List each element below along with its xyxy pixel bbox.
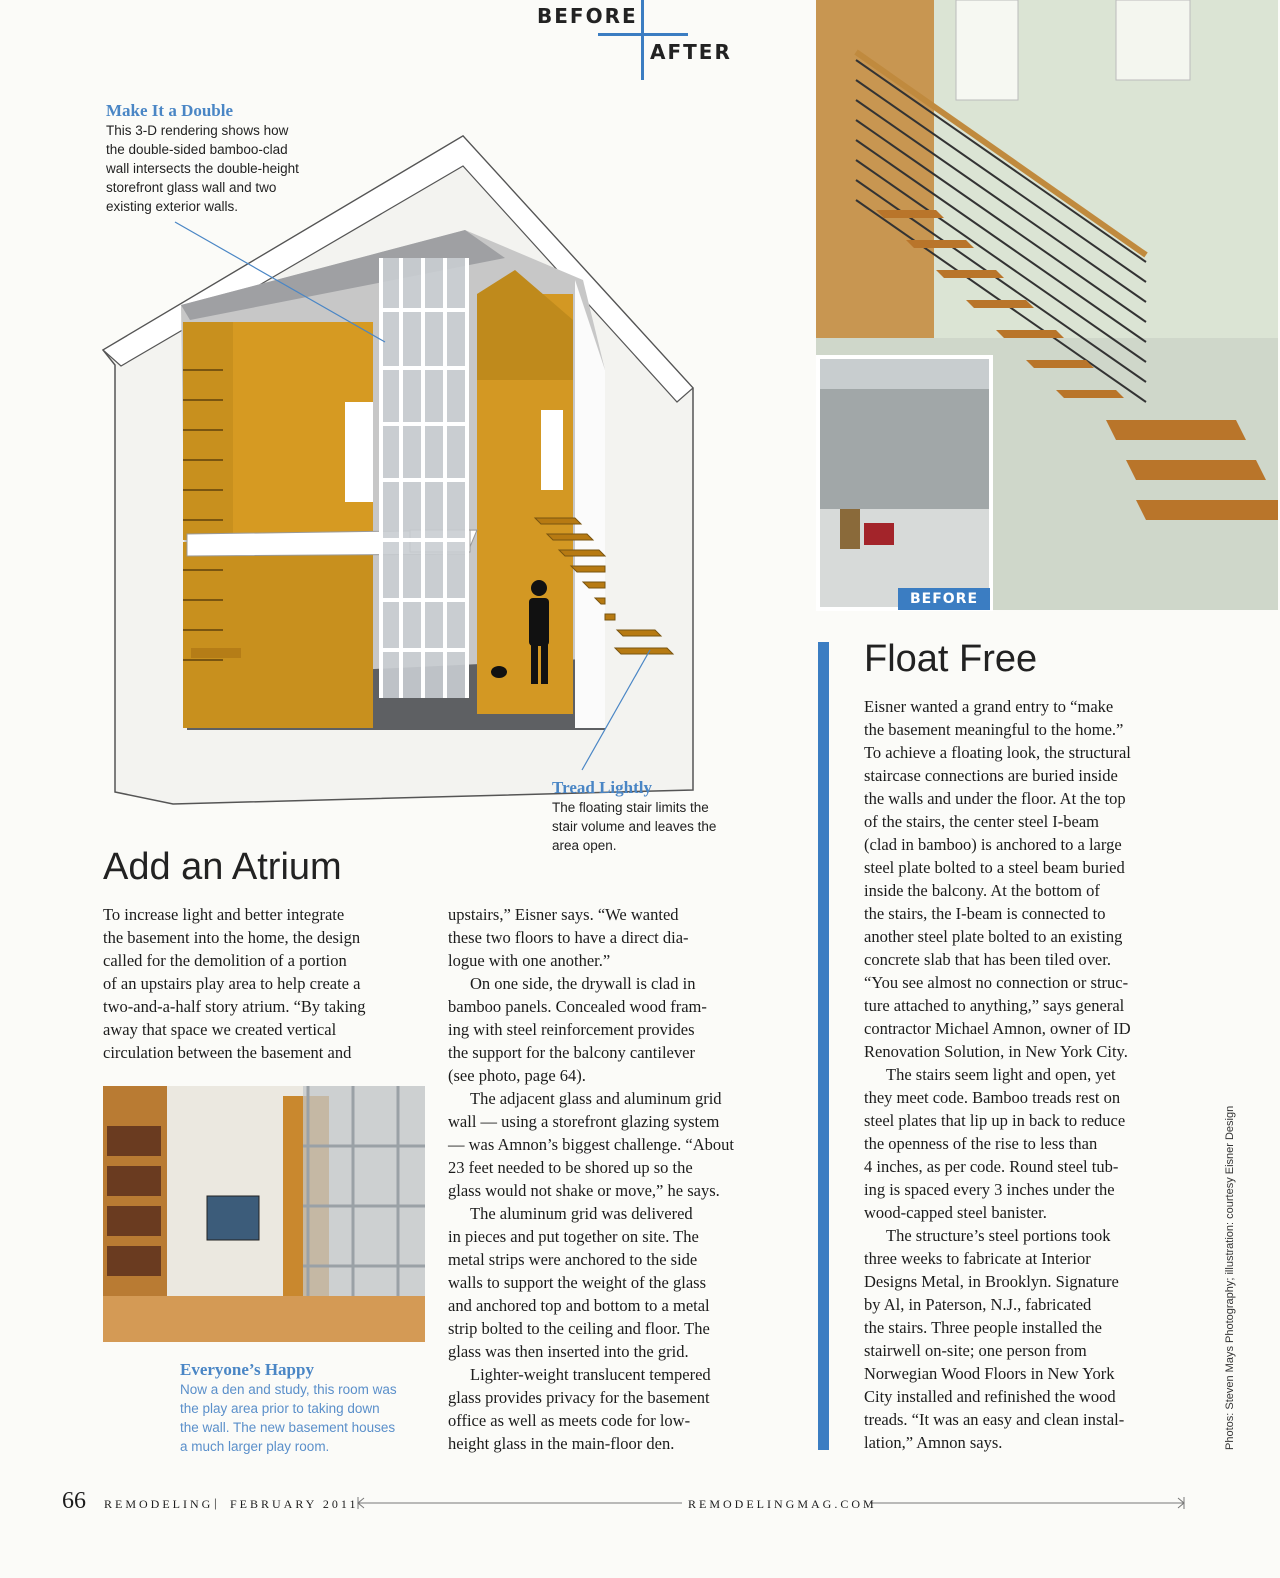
caption-title: Everyone’s Happy	[180, 1360, 314, 1379]
article-atrium-col2	[448, 903, 778, 1455]
paragraph: upstairs,” Eisner says. “We wanted these two floors to have a direct dia- logue with one another.”	[448, 905, 689, 970]
caption-line: stair volume and leaves the	[552, 819, 717, 834]
caption-line: The floating stair limits the	[552, 800, 709, 815]
magazine-name: REMODELING	[104, 1497, 214, 1511]
caption-everyones-happy	[180, 1360, 430, 1456]
paragraph: The stairs seem light and open, yet they meet code. Bamboo treads rest on steel plates that lip up in back to reduce the openness of the rise to less than 4 inches, as per code. Round steel tub- ing is spaced every 3 inches under the wood-capped steel banister.	[864, 1065, 1126, 1222]
photo-before	[816, 355, 993, 611]
before-photo-art	[820, 359, 989, 607]
caption-line: existing exterior walls.	[106, 199, 239, 214]
caption-line: the double-sided bamboo-clad	[106, 142, 288, 157]
paragraph: On one side, the drywall is clad in bamboo panels. Concealed wood fram- ing with steel reinforcement provides the support for the balcony cantilever (see photo, page 64).	[448, 974, 707, 1085]
caption-line: the wall. The new basement houses	[180, 1420, 396, 1435]
caption-line: wall intersects the double-height	[106, 161, 299, 176]
sidebar-accent-bar	[818, 642, 829, 1450]
article-atrium-col1	[103, 903, 433, 1064]
caption-title: Make It a Double	[106, 101, 234, 120]
caption-line: area open.	[552, 838, 617, 853]
paragraph: Eisner wanted a grand entry to “make the basement meaningful to the home.” To achieve a floating look, the structural staircase connections are buried inside the walls and under the floor. At the top of the stairs, the center steel I-beam (clad in bamboo) is anchored to a large steel plate bolted to a steel beam buried inside the balcony. At the bottom of the stairs, the I-beam is connected to another steel plate bolted to an existing concrete slab that has been tiled over. “You see almost no connection or struc- ture attached to anything,” says general contractor Michael Amnon, owner of ID Renovation Solution, in New York City.	[864, 697, 1131, 1061]
heading-float-free: Float Free	[864, 638, 1038, 680]
masthead-after: AFTER	[650, 40, 732, 64]
photo-credit: Photos: Steven Mays Photography; illustration: courtesy Eisner Design	[1224, 1105, 1236, 1450]
page-number: 66	[62, 1488, 86, 1514]
caption-body	[180, 1380, 430, 1456]
caption-line: Now a den and study, this room was	[180, 1382, 397, 1397]
paragraph: The adjacent glass and aluminum grid wall — using a storefront glazing system — was Amnon’s biggest challenge. “About 23 feet needed to be shored up so the glass would not shake or move,” he says.	[448, 1089, 734, 1200]
before-label-badge: BEFORE	[898, 588, 990, 610]
website: REMODELINGMAG.COM	[688, 1497, 877, 1511]
masthead-before: BEFORE	[537, 4, 638, 28]
caption-line: This 3-D rendering shows how	[106, 123, 289, 138]
paragraph: To increase light and better integrate the basement into the home, the design called for the demolition of a portion of an upstairs play area to help create a two-and-a-half story atrium. “By taking away that space we created vertical circulation between the basement and	[103, 905, 366, 1062]
heading-add-an-atrium: Add an Atrium	[103, 846, 342, 888]
caption-title: Tread Lightly	[552, 778, 652, 797]
issue-date: FEBRUARY 2011	[230, 1497, 359, 1511]
caption-body	[552, 798, 772, 855]
caption-tread-lightly	[552, 778, 772, 855]
page-footer	[62, 1488, 1192, 1518]
footer-separator: |	[214, 1495, 217, 1510]
photo-den-study	[103, 1086, 425, 1342]
paragraph: The aluminum grid was delivered in pieces and put together on site. The metal strips were anchored to the side walls to support the weight of the glass and anchored top and bottom to a metal strip bolted to the ceiling and floor. The glass was then inserted into the grid.	[448, 1204, 710, 1361]
caption-line: storefront glass wall and two	[106, 180, 277, 195]
den-photo-art	[103, 1086, 425, 1342]
caption-line: a much larger play room.	[180, 1439, 330, 1454]
paragraph: Lighter-weight translucent tempered glass provides privacy for the basement office as well as meets code for low- height glass in the main-floor den.	[448, 1365, 711, 1453]
paragraph: The structure’s steel portions took three weeks to fabricate at Interior Designs Metal, in Brooklyn. Signature by Al, in Paterson, N.J., fabricated the stairs. Three people installed the stairwell on-site; one person from Norwegian Wood Floors in New York City installed and refinished the wood treads. “It was an easy and clean instal- lation,” Amnon says.	[864, 1226, 1125, 1452]
article-float-free-body	[864, 695, 1194, 1454]
caption-line: the play area prior to taking down	[180, 1401, 380, 1416]
